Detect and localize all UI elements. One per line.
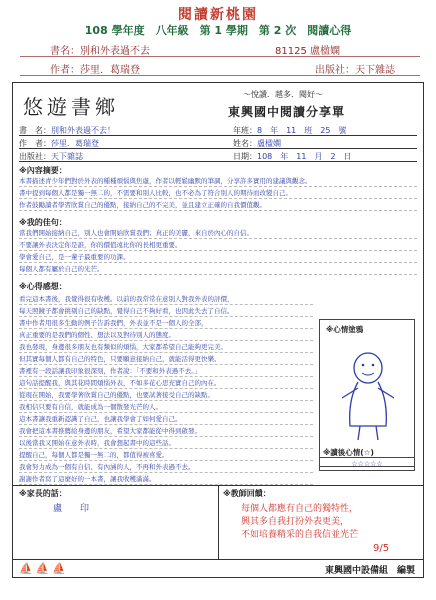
- reflection-line: 這本書讓我重新認識了自己，也讓我學會了如何愛自己。: [19, 413, 313, 425]
- footer-brand: 東興國中設備組 編製: [324, 566, 415, 576]
- logo: 悠遊書鄉: [23, 95, 119, 119]
- reflection-line: 謝謝作者寫了這麼好的一本書，讓我收穫滿滿。: [19, 473, 313, 485]
- book-field-value: 別和外表過不去！: [51, 126, 115, 135]
- author-label: 作者：莎里．葛瑞登: [50, 65, 140, 76]
- summary-area: [19, 175, 417, 215]
- reflection-line: 真正重要的是我們的個性、想法以及對待別人的態度。: [19, 329, 313, 341]
- author-field-value: 莎里．葛瑞登: [51, 139, 99, 148]
- teacher-feedback-line: 不如培養精采的自我信並光芒: [241, 530, 359, 540]
- class-field-value: 8 年 11 班 25 號: [257, 126, 347, 135]
- teacher-feedback-line: 每個人都應有自己的獨特性，: [241, 504, 359, 514]
- book-title-label: 書名：別和外表過不去: [50, 46, 150, 57]
- reflection-line: 提醒自己，每個人都是獨一無二的，都值得被喜愛。: [19, 449, 313, 461]
- summary-line: 書中提到每個人都是獨一無二的，不需要和別人比較，也不必為了符合別人的期待而改變自己。: [19, 187, 417, 199]
- book-field-label: 書 名：: [19, 126, 51, 135]
- reflection-line: 每天照鏡子都會挑剔自己的缺點，覺得自己不夠好看，也因此失去了自信。: [19, 305, 313, 317]
- reflection-line: 但其實每個人都有自己的特色，只要願意接納自己，就能活得更快樂。: [19, 353, 313, 365]
- rating-label: ※讀後心情(☆): [323, 448, 374, 457]
- reading-sheet: [12, 82, 424, 578]
- quote-area: [19, 227, 417, 277]
- mood-doodle-box: [319, 319, 415, 467]
- reflection-line: 看完這本書後，我覺得很有收穫。以前的我常常在意別人對我外表的評價，: [19, 293, 313, 305]
- mood-label: ※心情塗鴉: [326, 325, 364, 334]
- slogan: ～悅讀．越多．閱好～: [243, 90, 323, 99]
- info-divider: [19, 135, 417, 136]
- reflection-label: ※心得感想：: [19, 282, 67, 291]
- name-field-value: 盧楹嫻: [257, 139, 281, 148]
- summary-line: 作者鼓勵讀者學習欣賞自己的優點，接納自己的不完美，並且建立正確的自我價值觀。: [19, 199, 417, 211]
- sheet-title: 東興國中閱讀分享單: [228, 105, 346, 119]
- footer: [13, 559, 423, 577]
- date-field-value: 108 年 11 月 2 日: [257, 152, 352, 161]
- reflection-line: 從現在開始，我要學著欣賞自己的優點，也要試著接受自己的缺點。: [19, 389, 313, 401]
- teacher-signature: 9/5: [373, 543, 390, 554]
- reflection-line: 這句話提醒我，與其花時間煩惱外表，不如多花心思充實自己的內在。: [19, 377, 313, 389]
- meta-divider: [20, 56, 420, 57]
- quote-line: 每個人都有屬於自己的光芒。: [19, 263, 417, 275]
- term-line: 108 學年度 八年級 第 1 學期 第 2 次 閱讀心得: [84, 24, 352, 37]
- boat-icon: ⛵⛵⛵: [19, 562, 70, 575]
- reflection-line: 以後當我又開始在意外表時，我會想起書中的這些話。: [19, 437, 313, 449]
- author-field-label: 作 者：: [19, 139, 51, 148]
- reflection-line: 我也發現，身邊很多朋友也有類似的煩惱，大家都希望自己能夠更完美。: [19, 341, 313, 353]
- info-divider: [19, 148, 417, 149]
- date-field-label: 日期：: [233, 152, 257, 161]
- quote-line: 不要讓外表決定你是誰，你的價值遠比你的長相更重要。: [19, 239, 417, 251]
- summary-label: ※內容摘要：: [19, 166, 67, 175]
- quote-label: ※我的佳句：: [19, 218, 67, 227]
- publisher-field-label: 出版社：: [19, 152, 51, 161]
- parent-label: ※家長的話：: [19, 489, 67, 498]
- reflection-area: [19, 293, 313, 485]
- reflection-line: 我相信只要有自信，就能成為一個散發光芒的人。: [19, 401, 313, 413]
- name-field-label: 姓名：: [233, 139, 257, 148]
- quote-line: 學會愛自己，是一輩子最重要的功課。: [19, 251, 417, 263]
- reflection-line: 我會努力成為一個有自信、有內涵的人，不再和外表過不去。: [19, 461, 313, 473]
- publisher-field-value: 天下雜誌: [51, 152, 83, 161]
- rating-stars: ☆☆☆☆☆: [319, 457, 415, 471]
- quote-line: 當我們開始接納自己，別人也會開始欣賞我們；真正的美麗，來自於內心的自信。: [19, 227, 417, 239]
- student-label: 81125 盧楹嫻: [275, 46, 340, 57]
- reflection-line: 我會把這本書推薦給身邊的朋友，希望大家都能從中得到啟發。: [19, 425, 313, 437]
- teacher-label: ※教師回饋：: [223, 489, 271, 498]
- summary-line: 本書描述青少年們對於外表的種種煩惱與焦慮，作者以輕鬆幽默的筆調，分享許多實用的建議與觀念。: [19, 175, 417, 187]
- reflection-line: 書中作者用很多生動的例子告訴我們，外表並不是一個人的全部，: [19, 317, 313, 329]
- page-title: 閱讀新桃園: [178, 7, 258, 23]
- publisher-label: 出版社：天下雜誌: [315, 65, 395, 76]
- meta-divider: [20, 75, 420, 76]
- class-field-label: 年班：: [233, 126, 257, 135]
- info-divider: [19, 161, 417, 162]
- doodle-figure-icon: [320, 340, 416, 460]
- bottom-vertical-divider: [218, 485, 219, 559]
- parent-signature: 盧 印: [53, 504, 90, 514]
- reflection-line: 書裡有一段話讓我印象很深刻，作者說：「不要和外表過不去。」: [19, 365, 313, 377]
- teacher-feedback-line: 興其多自我打扮外表更美，: [241, 517, 350, 527]
